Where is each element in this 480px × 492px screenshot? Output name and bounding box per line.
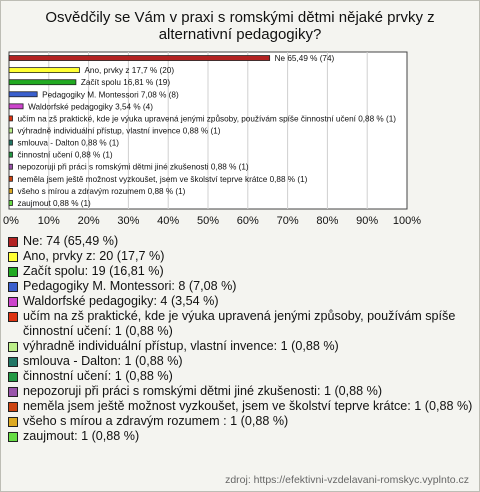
bar — [9, 116, 13, 121]
bar-label: Pedagogiky M. Montessori 7,08 % (8) — [42, 90, 179, 100]
bar-label: Ne 65,49 % (74) — [274, 54, 335, 64]
legend-swatch — [8, 417, 18, 427]
legend-swatch — [8, 297, 18, 307]
bar-label: zaujmout 0,88 % (1) — [17, 198, 91, 208]
x-tick-label: 90% — [356, 215, 379, 227]
legend-swatch — [8, 267, 18, 277]
legend-label: Pedagogiky M. Montessori: 8 (7,08 %) — [23, 279, 237, 293]
bar-label: Ano, prvky z 17,7 % (20) — [84, 66, 175, 76]
bar-label: činnostní učení 0,88 % (1) — [17, 150, 113, 160]
legend-label: učím na zš praktické, kde je výuka upravená jenými způsoby, používám spíše činnostní učení: 1 (0,88 %) — [23, 309, 456, 338]
legend-item — [6, 279, 476, 294]
x-tick-label: 80% — [316, 215, 339, 227]
bar — [9, 80, 76, 85]
legend-label: neměla jsem ještě možnost vyzkoušet, jsem ve školství teprve krátce: 1 (0,88 %) — [23, 399, 473, 413]
x-tick-label: 100% — [392, 215, 422, 227]
legend-swatch — [8, 312, 18, 322]
x-tick-label: 70% — [276, 215, 299, 227]
legend-swatch — [8, 282, 18, 292]
legend-item — [6, 249, 476, 264]
legend-item — [6, 414, 476, 429]
x-tick-label: 60% — [236, 215, 259, 227]
bar-label: učím na zš praktické, kde je výuka upravená jenými způsoby, používám spíše činnostní učení 0,88 % (1) — [17, 114, 396, 124]
bar — [9, 188, 13, 193]
legend-swatch — [8, 387, 18, 397]
x-tick-label: 30% — [117, 215, 140, 227]
x-tick-label: 10% — [37, 215, 60, 227]
legend-label: všeho s mírou a zdravým rozumem : 1 (0,88 %) — [23, 414, 289, 428]
legend-label: Ne: 74 (65,49 %) — [23, 234, 119, 248]
legend-swatch — [8, 252, 18, 262]
bar — [9, 68, 79, 73]
legend-item — [6, 399, 476, 414]
bar-chart — [1, 49, 480, 229]
legend-item — [6, 354, 476, 369]
bar — [9, 152, 13, 157]
legend-item — [6, 264, 476, 279]
legend-swatch — [8, 342, 18, 352]
legend-label: Začít spolu: 19 (16,81 %) — [23, 264, 164, 278]
legend-label: výhradně individuální přístup, vlastní invence: 1 (0,88 %) — [23, 339, 339, 353]
legend-item — [6, 339, 476, 354]
legend-swatch — [8, 237, 18, 247]
legend-swatch — [8, 432, 18, 442]
legend-swatch — [8, 372, 18, 382]
bar — [9, 104, 23, 109]
bar — [9, 200, 13, 205]
bar-label: Waldorfské pedagogiky 3,54 % (4) — [28, 102, 153, 112]
bar-label: výhradně individuální přístup, vlastní invence 0,88 % (1) — [17, 126, 221, 136]
chart-title: Osvědčily se Vám v praxi s romskými dětmi nějaké prvky z alternativní pedagogiky? — [45, 9, 435, 43]
legend-item — [6, 234, 476, 249]
bar — [9, 164, 13, 169]
bar-label: neměla jsem ještě možnost vyzkoušet, jsem ve školství teprve krátce 0,88 % (1) — [17, 174, 308, 184]
x-tick-label: 40% — [157, 215, 180, 227]
legend-label: Ano, prvky z: 20 (17,7 %) — [23, 249, 165, 263]
bar — [9, 56, 270, 61]
legend-item — [6, 369, 476, 384]
bar-label: nepozoruji při práci s romskými dětmi jiné zkušenosti 0,88 % (1) — [17, 162, 249, 172]
legend-item — [6, 429, 476, 444]
x-tick-label: 50% — [196, 215, 220, 227]
bar — [9, 176, 13, 181]
legend-label: Waldorfské pedagogiky: 4 (3,54 %) — [23, 294, 219, 308]
bar-label: Začít spolu 16,81 % (19) — [80, 78, 171, 88]
legend — [6, 234, 476, 444]
bar-label: smlouva - Dalton 0,88 % (1) — [17, 138, 119, 148]
bar — [9, 128, 13, 133]
legend-swatch — [8, 357, 18, 367]
bar — [9, 92, 37, 97]
source-note: zdroj: https://efektivni-vzdelavani-romskyc.vyplnto.cz — [225, 474, 469, 486]
x-tick-label: 20% — [77, 215, 100, 227]
legend-label: nepozoruji při práci s romskými dětmi jiné zkušenosti: 1 (0,88 %) — [23, 384, 383, 398]
legend-swatch — [8, 402, 18, 412]
legend-label: činnostní učení: 1 (0,88 %) — [23, 369, 173, 383]
legend-item — [6, 384, 476, 399]
legend-item — [6, 294, 476, 309]
x-tick-label: 0% — [3, 215, 19, 227]
bar-label: všeho s mírou a zdravým rozumem 0,88 % (1) — [17, 186, 186, 196]
legend-label: smlouva - Dalton: 1 (0,88 %) — [23, 354, 183, 368]
legend-item — [6, 309, 476, 339]
bar — [9, 140, 13, 145]
legend-label: zaujmout: 1 (0,88 %) — [23, 429, 140, 443]
